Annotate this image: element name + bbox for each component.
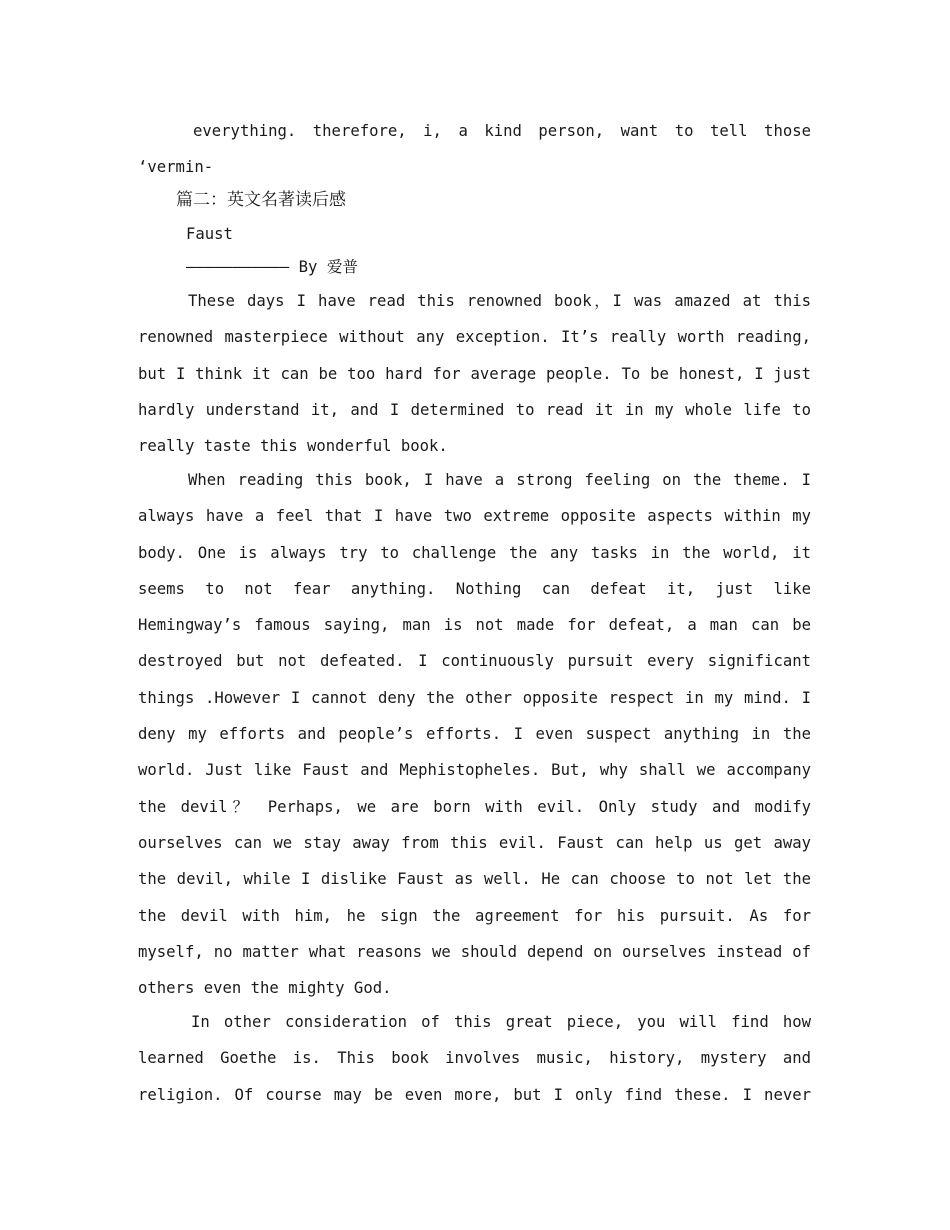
- paragraph-line: the devil？ Perhaps, we are born with evil. Only study and modify: [138, 798, 811, 816]
- paragraph-line: but I think it can be too hard for average people. To be honest, I just: [138, 365, 811, 383]
- paragraph-line: These days I have read this renowned book，I was amazed at this: [188, 292, 811, 310]
- paragraph-line: others even the mighty God.: [138, 979, 392, 997]
- paragraph-line: always have a feel that I have two extreme opposite aspects within my: [138, 507, 811, 525]
- paragraph-line: learned Goethe is. This book involves music, history, mystery and: [138, 1049, 811, 1067]
- paragraph-line: myself, no matter what reasons we should depend on ourselves instead of: [138, 943, 811, 961]
- paragraph-line: seems to not fear anything. Nothing can defeat it, just like: [138, 580, 811, 598]
- paragraph-line: the devil with him, he sign the agreement for his pursuit. As for: [138, 907, 811, 925]
- section-heading: 篇二：英文名著读后感: [176, 190, 346, 210]
- book-title: Faust: [186, 225, 233, 243]
- continuation-line: ‘vermin-: [138, 158, 214, 176]
- paragraph-line: body. One is always try to challenge the any tasks in the world, it: [138, 544, 811, 562]
- paragraph-line: renowned masterpiece without any exception. It’s really worth reading,: [138, 328, 811, 346]
- paragraph-line: In other consideration of this great piece, you will find how: [191, 1013, 811, 1031]
- paragraph-line: religion. Of course may be even more, but I only find these. I never: [138, 1086, 811, 1104]
- continuation-line: everything. therefore, i, a kind person, want to tell those: [193, 122, 811, 140]
- paragraph-line: Hemingway’s famous saying, man is not made for defeat, a man can be: [138, 616, 811, 634]
- byline: ——————————— By 爱普: [186, 258, 359, 276]
- paragraph-line: really taste this wonderful book.: [138, 437, 448, 455]
- paragraph-line: destroyed but not defeated. I continuously pursuit every significant: [138, 652, 811, 670]
- paragraph-line: deny my efforts and people’s efforts. I even suspect anything in the: [138, 725, 811, 743]
- paragraph-line: ourselves can we stay away from this evil. Faust can help us get away: [138, 834, 811, 852]
- paragraph-line: world. Just like Faust and Mephistopheles. But, why shall we accompany: [138, 761, 811, 779]
- paragraph-line: things .However I cannot deny the other opposite respect in my mind. I: [138, 689, 811, 707]
- paragraph-line: the devil, while I dislike Faust as well. He can choose to not let the: [138, 870, 811, 888]
- paragraph-line: hardly understand it, and I determined to read it in my whole life to: [138, 401, 811, 419]
- paragraph-line: When reading this book, I have a strong feeling on the theme. I: [188, 471, 811, 489]
